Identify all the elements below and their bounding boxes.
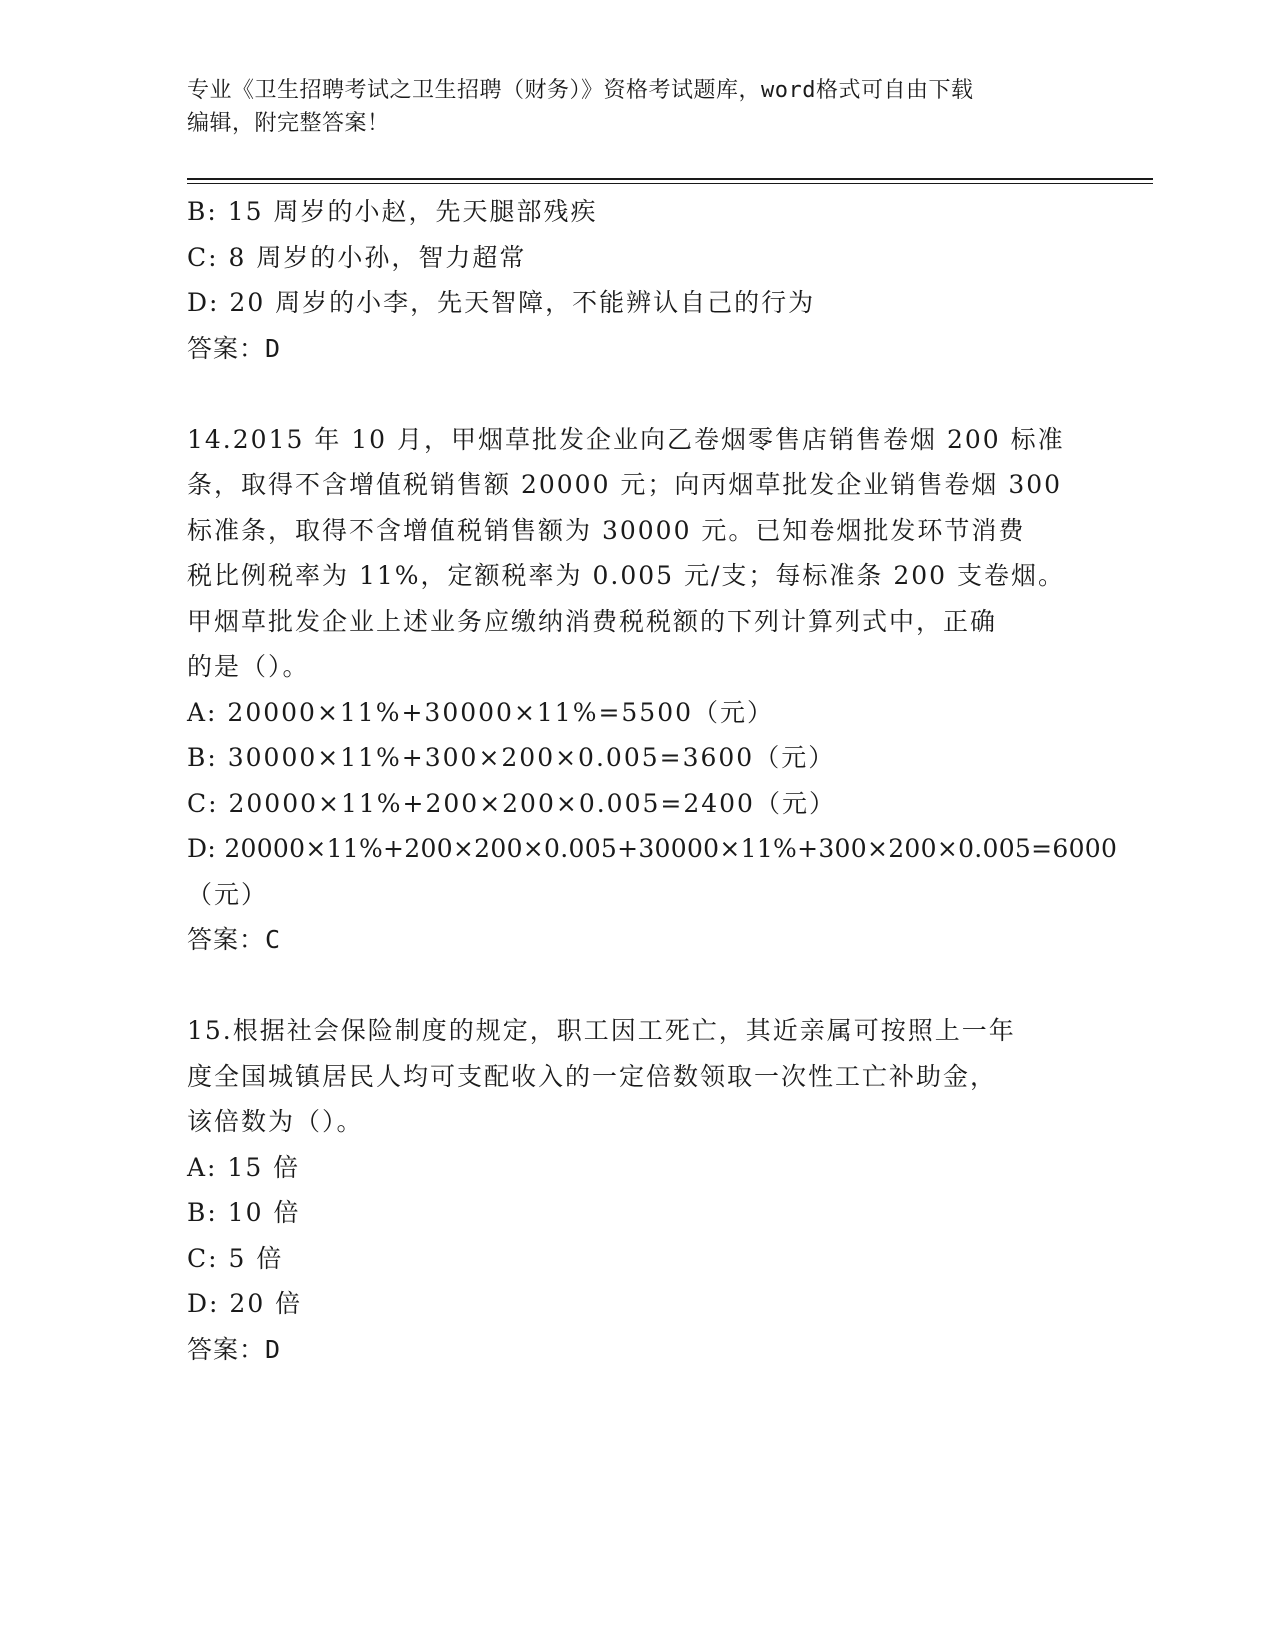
option-b: B: 30000×11%+300×200×0.005=3600（元） <box>187 743 836 772</box>
answer: 答案：D <box>187 1334 282 1364</box>
question-stem <box>187 417 1087 690</box>
answer: 答案：C <box>187 925 282 954</box>
stem-line: 的是（）。 <box>187 652 310 681</box>
document-header <box>187 74 1087 140</box>
option-d: D: 20 周岁的小李，先天智障，不能辨认自己的行为 <box>187 288 816 317</box>
option-a: A: 15 倍 <box>187 1152 301 1182</box>
header-rule-thin <box>187 183 1153 184</box>
option-b: B: 15 周岁的小赵，先天腿部残疾 <box>187 197 598 226</box>
stem-line: 度全国城镇居民人均可支配收入的一定倍数领取一次性工亡补助金， <box>187 1061 998 1091</box>
stem-line: 条，取得不含增值税销售额 20000 元；向丙烟草批发企业销售卷烟 300 <box>187 470 1063 499</box>
stem-line: 甲烟草批发企业上述业务应缴纳消费税税额的下列计算列式中，正确 <box>187 606 998 636</box>
header-rule-thick <box>187 178 1153 180</box>
option-a: A: 20000×11%+30000×11%=5500（元） <box>187 697 775 727</box>
spacer <box>187 963 1087 1009</box>
stem-line: 税比例税率为 11%，定额税率为 0.005 元/支；每标准条 200 支卷烟。 <box>187 561 1066 590</box>
option-b: B: 10 倍 <box>187 1198 301 1227</box>
stem-line: 该倍数为（）。 <box>187 1107 364 1136</box>
option-d-continued: （元） <box>187 879 269 909</box>
header-line-1: 专业《卫生招聘考试之卫生招聘（财务）》资格考试题库，word格式可自由下载 <box>187 78 974 103</box>
option-c: C: 5 倍 <box>187 1243 284 1273</box>
question-13-tail <box>187 189 1087 371</box>
stem-line: 15.根据社会保险制度的规定，职工因工死亡，其近亲属可按照上一年 <box>187 1016 1016 1045</box>
question-14 <box>187 417 1118 963</box>
spacer <box>187 371 1087 417</box>
stem-line: 标准条，取得不含增值税销售额为 30000 元。已知卷烟批发环节消费 <box>187 515 1026 545</box>
header-line-2: 编辑，附完整答案！ <box>187 111 390 136</box>
question-15 <box>187 1008 1087 1372</box>
option-d: D: 20 倍 <box>187 1289 303 1318</box>
option-c: C: 8 周岁的小孙，智力超常 <box>187 242 527 272</box>
question-content <box>187 189 1118 1372</box>
stem-line: 14.2015 年 10 月，甲烟草批发企业向乙卷烟零售店销售卷烟 200 标准 <box>187 424 1065 454</box>
option-c: C: 20000×11%+200×200×0.005=2400（元） <box>187 788 836 818</box>
answer: 答案：D <box>187 333 282 363</box>
question-stem <box>187 1008 1087 1145</box>
option-d: D: 20000×11%+200×200×0.005+30000×11%+300×200×0.005=6000 <box>187 834 1118 863</box>
